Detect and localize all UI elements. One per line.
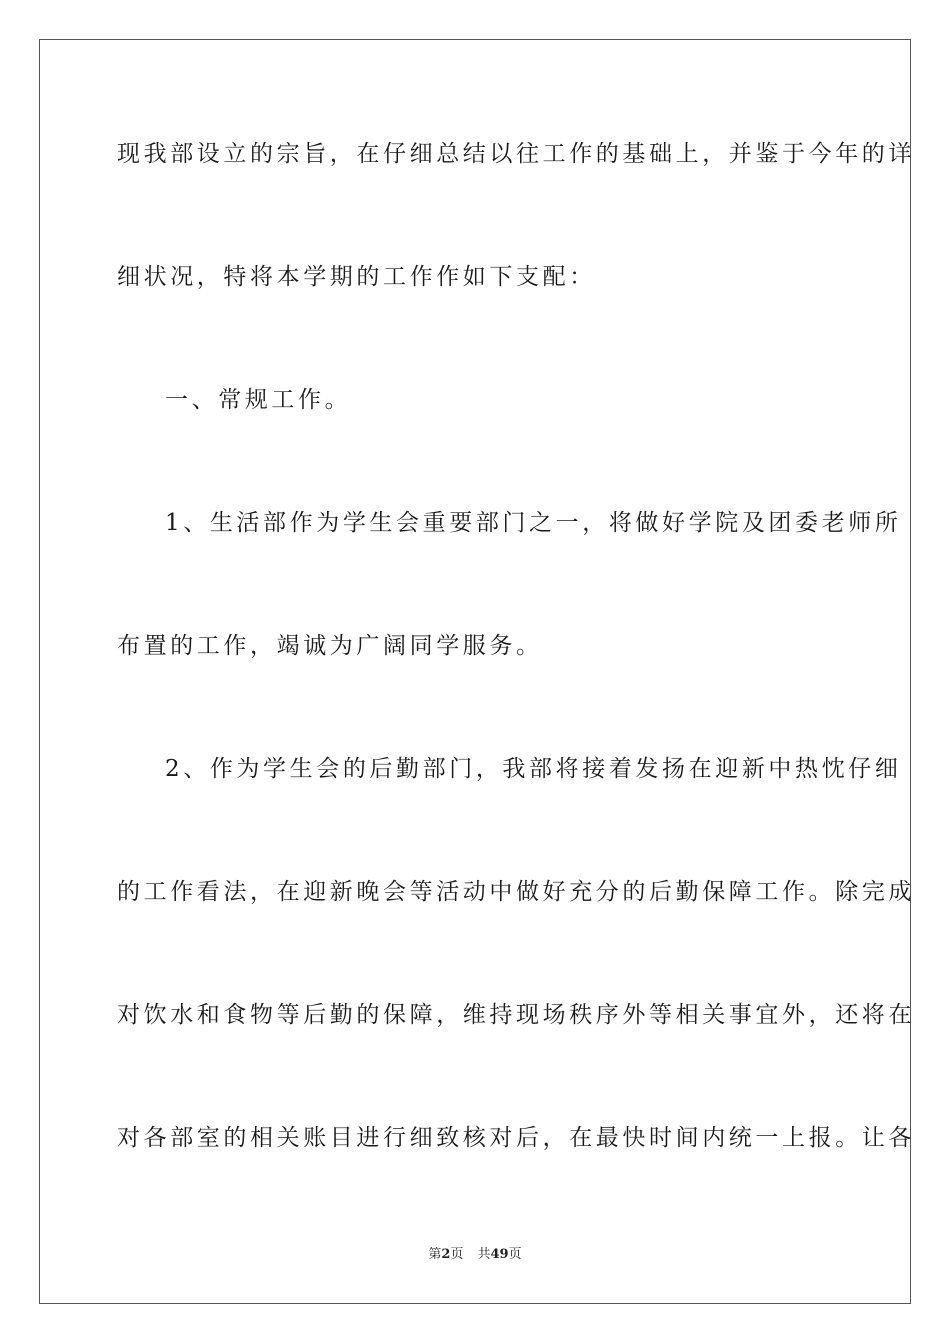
page-number: 2 <box>441 1247 451 1262</box>
paragraph-line: 细状况，特将本学期的工作作如下支配： <box>117 264 596 290</box>
page-footer <box>0 1246 950 1264</box>
total-pages: 49 <box>490 1247 509 1262</box>
paragraph-line: 布置的工作，竭诚为广阔同学服务。 <box>117 633 543 659</box>
paragraph-line: 的工作看法，在迎新晚会等活动中做好充分的后勤保障工作。除完成 <box>117 879 915 905</box>
section-heading: 一、常规工作。 <box>165 387 352 413</box>
total-suffix: 页 <box>508 1247 522 1262</box>
page-suffix: 页 <box>450 1247 464 1262</box>
page-border <box>39 39 915 1304</box>
page-prefix: 第 <box>428 1247 442 1262</box>
paragraph-line: 对各部室的相关账目进行细致核对后，在最快时间内统一上报。让各 <box>117 1125 915 1151</box>
paragraph-line: 对饮水和食物等后勤的保障，维持现场秩序外等相关事宜外，还将在 <box>117 1002 915 1028</box>
total-prefix: 共 <box>477 1247 491 1262</box>
paragraph-line: 现我部设立的宗旨，在仔细总结以往工作的基础上，并鉴于今年的详 <box>117 141 915 167</box>
paragraph-line: 1、生活部作为学生会重要部门之一，将做好学院及团委老师所 <box>165 510 902 536</box>
paragraph-line: 2、作为学生会的后勤部门，我部将接着发扬在迎新中热忱仔细 <box>165 756 902 782</box>
